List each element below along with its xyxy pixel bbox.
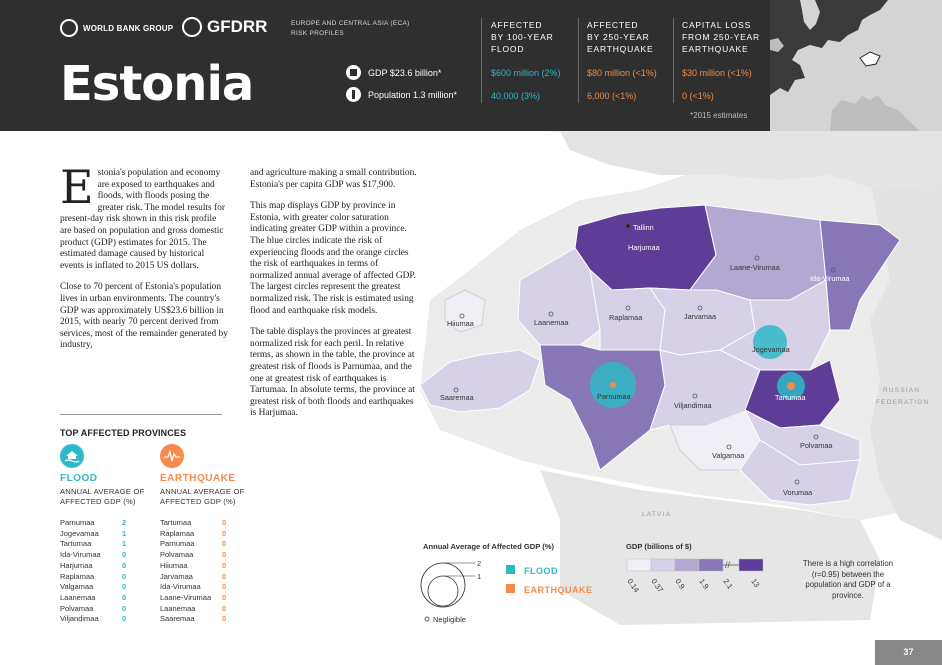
map-label-parnumaa: Parnumaa — [597, 392, 631, 401]
province-name: Polvamaa — [60, 603, 94, 613]
correlation-note: There is a high correlation (r=0.95) between the population and GDP of a province. — [802, 559, 894, 600]
list-item — [160, 572, 226, 583]
column-divider — [578, 18, 579, 103]
province-name: Tartumaa — [60, 539, 92, 549]
flood-legend-label: FLOOD — [524, 566, 558, 576]
gdp-tick: 1.9 — [697, 576, 711, 591]
province-value: 0 — [122, 603, 127, 613]
gfdrr-label: GFDRR — [207, 17, 268, 36]
body-column-1 — [60, 160, 228, 362]
gdp-swatch-4 — [699, 559, 723, 571]
col-label: EARTHQUAKE — [587, 44, 654, 54]
province-name: Parnumaa — [60, 518, 95, 527]
list-item — [160, 539, 226, 550]
gdp-stat — [346, 65, 441, 80]
gdp-tick: 0.37 — [649, 576, 666, 595]
province-name: Raplamaa — [160, 528, 195, 538]
list-item — [160, 582, 226, 593]
map-label-latvia: LATVIA — [642, 511, 672, 518]
col-label: AFFECTED — [491, 20, 543, 30]
list-item — [160, 593, 226, 604]
province-value: 0 — [222, 592, 227, 602]
map-label-tartumaa: Tartumaa — [775, 393, 806, 402]
col-label: AFFECTED — [587, 20, 639, 30]
gdp-tick: 13 — [749, 576, 762, 589]
province-value: 0 — [122, 571, 127, 581]
province-value: 0 — [122, 614, 127, 624]
region-label — [291, 19, 411, 39]
earthquake-province-list — [160, 518, 226, 625]
province-name: Laanemaa — [60, 592, 96, 602]
list-item — [60, 518, 126, 529]
gdp-legend-title: GDP (billions of $) — [626, 542, 692, 551]
list-item — [60, 604, 126, 615]
map-label-raplamaa: Raplamaa — [609, 313, 643, 322]
estimates-note: *2015 estimates — [690, 111, 748, 120]
earthquake-table-subtitle — [160, 487, 244, 507]
drop-cap: E — [60, 160, 94, 214]
province-name: Jarvamaa — [160, 571, 193, 581]
subtitle-line: ANNUAL AVERAGE OF — [160, 487, 245, 496]
province-value: 0 — [122, 550, 127, 560]
size-legend — [420, 555, 600, 630]
province-name: Ida-Virumaa — [60, 550, 101, 560]
col-label: BY 100-YEAR — [491, 32, 554, 42]
earthquake-affected-column — [587, 19, 657, 101]
flood-province-list — [60, 518, 126, 625]
gdp-scale-legend — [622, 555, 772, 605]
province-name: Viljandimaa — [60, 614, 99, 624]
col-label: FROM 250-YEAR — [682, 32, 760, 42]
col-value-gdp: $30 million (<1%) — [682, 68, 752, 78]
aagdp-legend-title: Annual Average of Affected GDP (%) — [423, 542, 555, 551]
marker-tallinn — [626, 224, 630, 228]
province-value: 0 — [222, 560, 227, 570]
list-item — [160, 604, 226, 615]
province-value: 0 — [222, 518, 227, 527]
list-item — [60, 582, 126, 593]
province-value: 0 — [222, 528, 227, 538]
flood-icon — [60, 444, 84, 468]
earthquake-swatch — [506, 584, 515, 593]
list-item — [60, 572, 126, 583]
province-name: Raplamaa — [60, 571, 95, 581]
gdp-swatch-3 — [675, 559, 699, 571]
province-name: Saaremaa — [160, 614, 195, 624]
list-item — [60, 550, 126, 561]
province-value: 0 — [122, 592, 127, 602]
column-divider — [673, 18, 674, 103]
globe-icon — [60, 19, 78, 37]
body-paragraph-2: Close to 70 percent of Estonia's population lives in urban environments. The country's GDP was approximately US$23.6 billion in 2015, with nearly 70 percent derived from services, most of the remainder generated by industry, — [60, 282, 228, 351]
body-paragraph-1 — [60, 160, 228, 272]
population-stat — [346, 87, 457, 102]
gfdrr-globe-icon — [182, 17, 202, 37]
list-item — [160, 561, 226, 572]
section-divider — [60, 414, 222, 415]
province-name: Jogevamaa — [60, 528, 99, 538]
list-item — [60, 561, 126, 572]
map-label-valgamaa: Valgamaa — [712, 451, 745, 460]
body-paragraph-5: The table displays the provinces at greatest normalized risk for each peril. In relative terms, as shown in the table, the province at greatest risk of floods is Parnumaa, and the one at greatest risk of earthquakes is Tartumaa. In absolute terms, the province at greatest risk of both floods and earthquakes is Harjumaa. — [250, 327, 415, 419]
earthquake-legend-label: EARTHQUAKE — [524, 585, 593, 595]
list-item — [160, 529, 226, 540]
subtitle-line: AFFECTED GDP (%) — [160, 497, 236, 506]
capital-loss-column — [682, 19, 760, 101]
subtitle-line: ANNUAL AVERAGE OF — [60, 487, 145, 496]
body-column-2 — [250, 168, 420, 430]
province-value: 1 — [122, 528, 127, 538]
province-value: 0 — [122, 582, 127, 592]
region-line-1: EUROPE AND CENTRAL ASIA (ECA) — [291, 20, 410, 27]
col-value-pop: 40,000 (3%) — [491, 91, 541, 101]
col-value-pop: 0 (<1%) — [682, 91, 714, 101]
province-name: Laanemaa — [160, 603, 196, 613]
province-name: Ida-Virumaa — [160, 582, 201, 592]
province-name: Tartumaa — [160, 518, 192, 527]
province-name: Laane-Virumaa — [160, 592, 212, 602]
gfdrr-logo — [182, 17, 267, 37]
map-label-viljandimaa: Viljandimaa — [674, 401, 712, 410]
map-label-harjumaa: Harjumaa — [628, 243, 660, 252]
person-icon — [346, 87, 361, 102]
earthquake-circle-parnumaa — [610, 382, 616, 388]
province-value: 0 — [222, 539, 227, 549]
body-paragraph-3: and agriculture making a small contribution. Estonia's per capita GDP was $17,900. — [250, 168, 417, 190]
gdp-tick: 0.9 — [673, 576, 687, 591]
negligible-marker — [425, 617, 429, 621]
province-value: 1 — [122, 539, 127, 549]
world-bank-label: WORLD BANK GROUP — [83, 23, 174, 33]
gdp-scale-break-mark: // — [725, 560, 731, 570]
world-bank-logo — [60, 19, 173, 37]
gdp-tick: 0.14 — [625, 576, 642, 595]
body-paragraph-4: This map displays GDP by province in Estonia, with greater color saturation indicating greater GDP within a province. The blue circles indicate the risk of experiencing floods and the orange circles the risk of earthquakes in terms of normalized annual average of affected GDP. The largest circles represent the greatest normalized risk. The risk is estimated using flood and earthquake risk models. — [250, 201, 416, 316]
province-name: Parnumaa — [160, 539, 195, 549]
flood-table-subtitle — [60, 487, 144, 507]
size-label-1: 1 — [477, 572, 482, 581]
col-value-gdp: $600 million (2%) — [491, 68, 561, 78]
province-value: 0 — [222, 582, 227, 592]
column-divider — [481, 18, 482, 103]
list-item — [60, 529, 126, 540]
gdp-swatch-2 — [651, 559, 675, 571]
gdp-swatch-5 — [739, 559, 763, 571]
col-value-pop: 6,000 (<1%) — [587, 91, 637, 101]
page-number: 37 — [875, 640, 942, 665]
list-item — [160, 550, 226, 561]
negligible-label: Negligible — [433, 615, 466, 624]
earthquake-circle-tartumaa — [787, 382, 795, 390]
earthquake-table-title: EARTHQUAKE — [160, 473, 236, 484]
gdp-text: GDP $23.6 billion* — [368, 67, 442, 78]
map-label-laanemaa: Laanemaa — [534, 318, 569, 327]
province-value: 0 — [122, 560, 127, 570]
paragraph-text: stonia's population and economy are exposed to earthquakes and floods, with floods posing the greater risk. The model results for present-day risk shown in this risk profile are based on population and gross domestic product (GDP) estimates for 2015. The estimated damage caused by historical events is inflated to 2015 US dollars. — [60, 168, 225, 271]
map-label-hiiumaa: Hiiumaa — [447, 319, 474, 328]
province-name: Harjumaa — [60, 560, 93, 570]
col-value-gdp: $80 million (<1%) — [587, 68, 657, 78]
list-item — [60, 614, 126, 625]
flood-glyph — [60, 444, 84, 468]
list-item — [60, 539, 126, 550]
europe-minimap — [770, 0, 942, 131]
list-item — [160, 518, 226, 529]
province-value: 0 — [222, 550, 227, 560]
map-label-russia-1: RUSSIAN — [883, 387, 921, 394]
header-banner — [0, 0, 942, 131]
province-name: Polvamaa — [160, 550, 194, 560]
col-label: EARTHQUAKE — [682, 44, 749, 54]
gdp-swatch-1 — [627, 559, 651, 571]
size-label-2: 2 — [477, 559, 482, 568]
map-label-jarvamaa: Jarvamaa — [684, 312, 717, 321]
map-label-ida-virumaa: Ida-Virumaa — [810, 274, 850, 283]
region-line-2: RISK PROFILES — [291, 30, 345, 37]
province-value: 2 — [122, 518, 127, 527]
province-value: 0 — [222, 614, 227, 624]
top-provinces-title: TOP AFFECTED PROVINCES — [60, 428, 187, 438]
map-label-polvamaa: Polvamaa — [800, 441, 833, 450]
earthquake-icon — [160, 444, 184, 468]
col-label: FLOOD — [491, 44, 525, 54]
list-item — [160, 614, 226, 625]
map-label-vorumaa: Vorumaa — [783, 488, 813, 497]
country-title: Estonia — [60, 56, 254, 112]
col-label: BY 250-YEAR — [587, 32, 650, 42]
subtitle-line: AFFECTED GDP (%) — [60, 497, 136, 506]
list-item — [60, 593, 126, 604]
map-label-tallinn: Tallinn — [633, 223, 654, 232]
map-label-laane-virumaa: Laane-Virumaa — [730, 263, 780, 272]
map-label-russia-2: FEDERATION — [876, 399, 930, 406]
province-name: Hiiumaa — [160, 560, 188, 570]
size-circle-2 — [421, 563, 465, 607]
gdp-tick: 2.1 — [721, 576, 735, 591]
province-name: Valgamaa — [60, 582, 94, 592]
col-label: CAPITAL LOSS — [682, 20, 752, 30]
population-text: Population 1.3 million* — [368, 89, 458, 100]
map-label-jogevamaa: Jogevamaa — [752, 345, 790, 354]
flood-swatch — [506, 565, 515, 574]
flood-affected-column — [491, 19, 561, 101]
map-label-saaremaa: Saaremaa — [440, 393, 474, 402]
earthquake-glyph — [160, 444, 184, 468]
province-value: 0 — [222, 603, 227, 613]
province-value: 0 — [222, 571, 227, 581]
flood-table-title: FLOOD — [60, 473, 98, 484]
building-icon — [346, 65, 361, 80]
